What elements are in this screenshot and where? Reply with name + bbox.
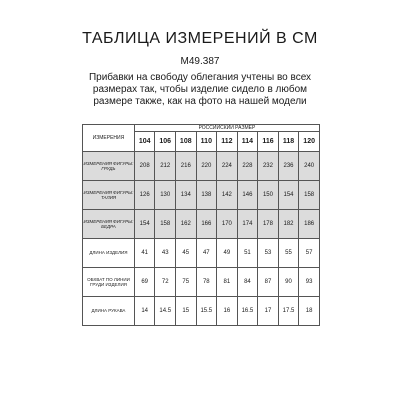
table-row xyxy=(83,268,320,297)
table-cell: 57 xyxy=(299,239,320,268)
size-header-cell: 114 xyxy=(237,132,258,152)
table-cell: 43 xyxy=(155,239,176,268)
table-row xyxy=(83,181,320,210)
table-cell: 55 xyxy=(278,239,299,268)
table-cell: 17.5 xyxy=(278,297,299,326)
row-label: ДЛИНА РУКАВА xyxy=(83,297,135,326)
table-cell: 15 xyxy=(176,297,197,326)
table-cell: 134 xyxy=(176,181,197,210)
table-cell: 166 xyxy=(196,210,217,239)
table-cell: 41 xyxy=(134,239,155,268)
table-cell: 150 xyxy=(258,181,279,210)
table-cell: 138 xyxy=(196,181,217,210)
size-table xyxy=(82,124,320,326)
table-cell: 78 xyxy=(196,268,217,297)
table-cell: 93 xyxy=(299,268,320,297)
table-cell: 208 xyxy=(134,152,155,181)
table-cell: 240 xyxy=(299,152,320,181)
row-label: ДЛИНА ИЗДЕЛИЯ xyxy=(83,239,135,268)
size-header-cell: 120 xyxy=(299,132,320,152)
table-cell: 15.5 xyxy=(196,297,217,326)
size-header-cell: 104 xyxy=(134,132,155,152)
table-cell: 170 xyxy=(217,210,238,239)
table-cell: 130 xyxy=(155,181,176,210)
size-group-header: РОССИЙСКИЙ РАЗМЕР xyxy=(134,125,319,132)
table-cell: 182 xyxy=(278,210,299,239)
table-cell: 236 xyxy=(278,152,299,181)
table-cell: 158 xyxy=(299,181,320,210)
row-label: ИЗМЕРЕНИЯ ФИГУРЫ: ТАЛИЯ xyxy=(83,181,135,210)
table-cell: 45 xyxy=(176,239,197,268)
table-cell: 53 xyxy=(258,239,279,268)
size-header-cell: 110 xyxy=(196,132,217,152)
table-cell: 154 xyxy=(134,210,155,239)
table-cell: 47 xyxy=(196,239,217,268)
table-cell: 216 xyxy=(176,152,197,181)
table-cell: 14 xyxy=(134,297,155,326)
table-cell: 178 xyxy=(258,210,279,239)
row-label: ОБХВАТ ПО ЛИНИИ ГРУДИ ИЗДЕЛИЯ xyxy=(83,268,135,297)
table-cell: 14.5 xyxy=(155,297,176,326)
table-cell: 186 xyxy=(299,210,320,239)
table-cell: 212 xyxy=(155,152,176,181)
row-label: ИЗМЕРЕНИЯ ФИГУРЫ: БЕДРА xyxy=(83,210,135,239)
article-number: M49.387 xyxy=(180,56,220,67)
table-cell: 16 xyxy=(217,297,238,326)
table-row xyxy=(83,297,320,326)
table-cell: 69 xyxy=(134,268,155,297)
table-cell: 232 xyxy=(258,152,279,181)
table-cell: 72 xyxy=(155,268,176,297)
table-cell: 49 xyxy=(217,239,238,268)
table-cell: 162 xyxy=(176,210,197,239)
table-row xyxy=(83,152,320,181)
table-cell: 51 xyxy=(237,239,258,268)
table-cell: 142 xyxy=(217,181,238,210)
table-row xyxy=(83,239,320,268)
table-cell: 158 xyxy=(155,210,176,239)
size-header-cell: 106 xyxy=(155,132,176,152)
table-cell: 75 xyxy=(176,268,197,297)
size-header-cell: 112 xyxy=(217,132,238,152)
fit-note: Прибавки на свободу облегания учтены во всех размерах так, чтобы изделие сидело в любом размере также, как на фото на нашей модели xyxy=(88,72,312,107)
table-row xyxy=(83,210,320,239)
table-cell: 174 xyxy=(237,210,258,239)
table-cell: 228 xyxy=(237,152,258,181)
table-cell: 16.5 xyxy=(237,297,258,326)
table-cell: 84 xyxy=(237,268,258,297)
table-cell: 81 xyxy=(217,268,238,297)
table-cell: 87 xyxy=(258,268,279,297)
table-cell: 90 xyxy=(278,268,299,297)
size-header-cell: 118 xyxy=(278,132,299,152)
table-cell: 154 xyxy=(278,181,299,210)
table-cell: 224 xyxy=(217,152,238,181)
table-cell: 146 xyxy=(237,181,258,210)
measurements-header: ИЗМЕРЕНИЯ xyxy=(83,125,135,152)
table-cell: 220 xyxy=(196,152,217,181)
size-header-cell: 108 xyxy=(176,132,197,152)
page-title: ТАБЛИЦА ИЗМЕРЕНИЙ В СМ xyxy=(82,30,318,47)
table-cell: 126 xyxy=(134,181,155,210)
row-label: ИЗМЕРЕНИЯ ФИГУРЫ: ГРУДЬ xyxy=(83,152,135,181)
table-cell: 17 xyxy=(258,297,279,326)
size-header-cell: 116 xyxy=(258,132,279,152)
table-cell: 18 xyxy=(299,297,320,326)
